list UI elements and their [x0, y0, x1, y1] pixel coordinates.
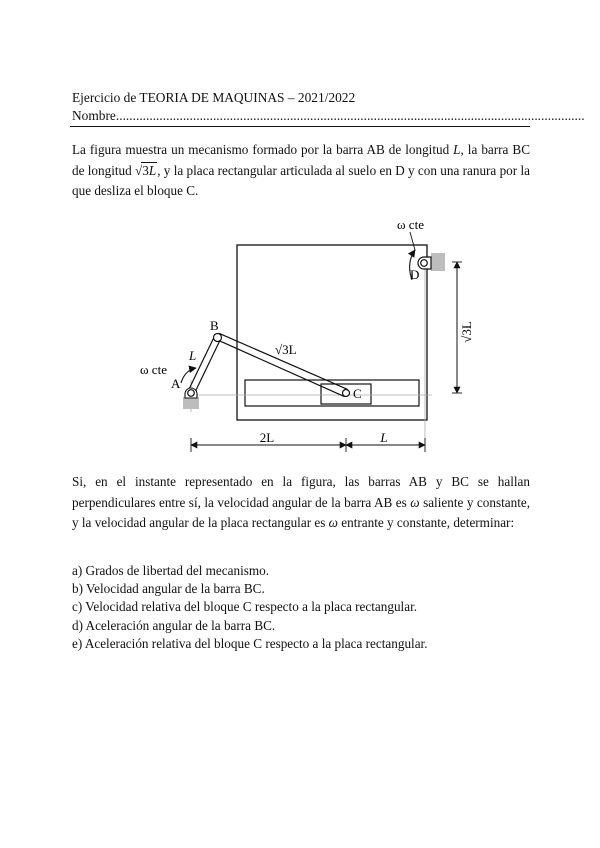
- intro-sqrt-radicand: 3: [142, 162, 149, 178]
- label-vertical-dim: √3L: [459, 321, 474, 343]
- statement-paragraph: [72, 472, 530, 534]
- support-a: [183, 388, 199, 409]
- question-item: b) Velocidad angular de la barra BC.: [72, 581, 265, 597]
- label-c: C: [353, 386, 362, 401]
- question-item: e) Aceleración relativa del bloque C respecto a la placa rectangular.: [72, 635, 428, 651]
- question-item: a) Grados de libertad del mecanismo.: [72, 563, 270, 578]
- bar-ab: [189, 336, 221, 393]
- intro-text-3: , y la placa rectangular articulada al suelo en D y con una ranura por la que desliza el bloque C.: [72, 162, 530, 198]
- intro-text-1: La figura muestra un mecanismo formado por la barra AB de longitud: [72, 142, 454, 157]
- support-d: [418, 253, 445, 271]
- question-item: c) Velocidad relativa del bloque C respecto a la placa rectangular.: [72, 599, 418, 615]
- joint-b: [214, 334, 222, 342]
- intro-var-L: L: [453, 142, 461, 157]
- statement-omega-2: ω: [328, 515, 338, 530]
- intro-sqrt-symbol: √: [135, 162, 143, 178]
- exam-title: Ejercicio de TEORIA DE MAQUINAS – 2021/2022: [72, 90, 356, 105]
- label-omega-a: ω cte: [140, 362, 167, 377]
- question-item: d) Aceleración angular de la barra BC.: [72, 617, 276, 633]
- statement-text-2: saliente y constante, y la velocidad angular de la placa rectangular es: [72, 494, 531, 530]
- label-a: A: [171, 376, 181, 391]
- name-line: Nombre............................................................................................................................................: [72, 108, 585, 123]
- joint-a: [188, 390, 195, 397]
- question-list: [72, 562, 428, 653]
- label-d: D: [410, 267, 420, 282]
- label-dim-l: L: [380, 430, 388, 445]
- omega-arrow-a: [181, 368, 196, 383]
- joint-c: [343, 390, 350, 397]
- statement-omega-1: ω: [410, 494, 420, 510]
- label-omega-d: ω cte: [397, 217, 424, 232]
- label-l-ab: L: [189, 348, 197, 363]
- statement-text-1: Si, en el instante representado en la figura, las barras AB y BC se hallan perpendiculares entre sí, la velocidad angular de la barra AB es: [72, 474, 530, 510]
- omega-d-leader: [410, 232, 415, 250]
- horizontal-dimension: [191, 438, 425, 452]
- intro-text-2: , la barra BC de longitud: [72, 142, 530, 178]
- label-dim-2l: 2L: [259, 430, 275, 445]
- label-bc-length: √3L: [275, 342, 297, 357]
- statement-text-3: entrante y constante, determinar:: [337, 515, 515, 530]
- label-b: B: [210, 318, 219, 333]
- intro-sqrt-var: L: [148, 162, 157, 178]
